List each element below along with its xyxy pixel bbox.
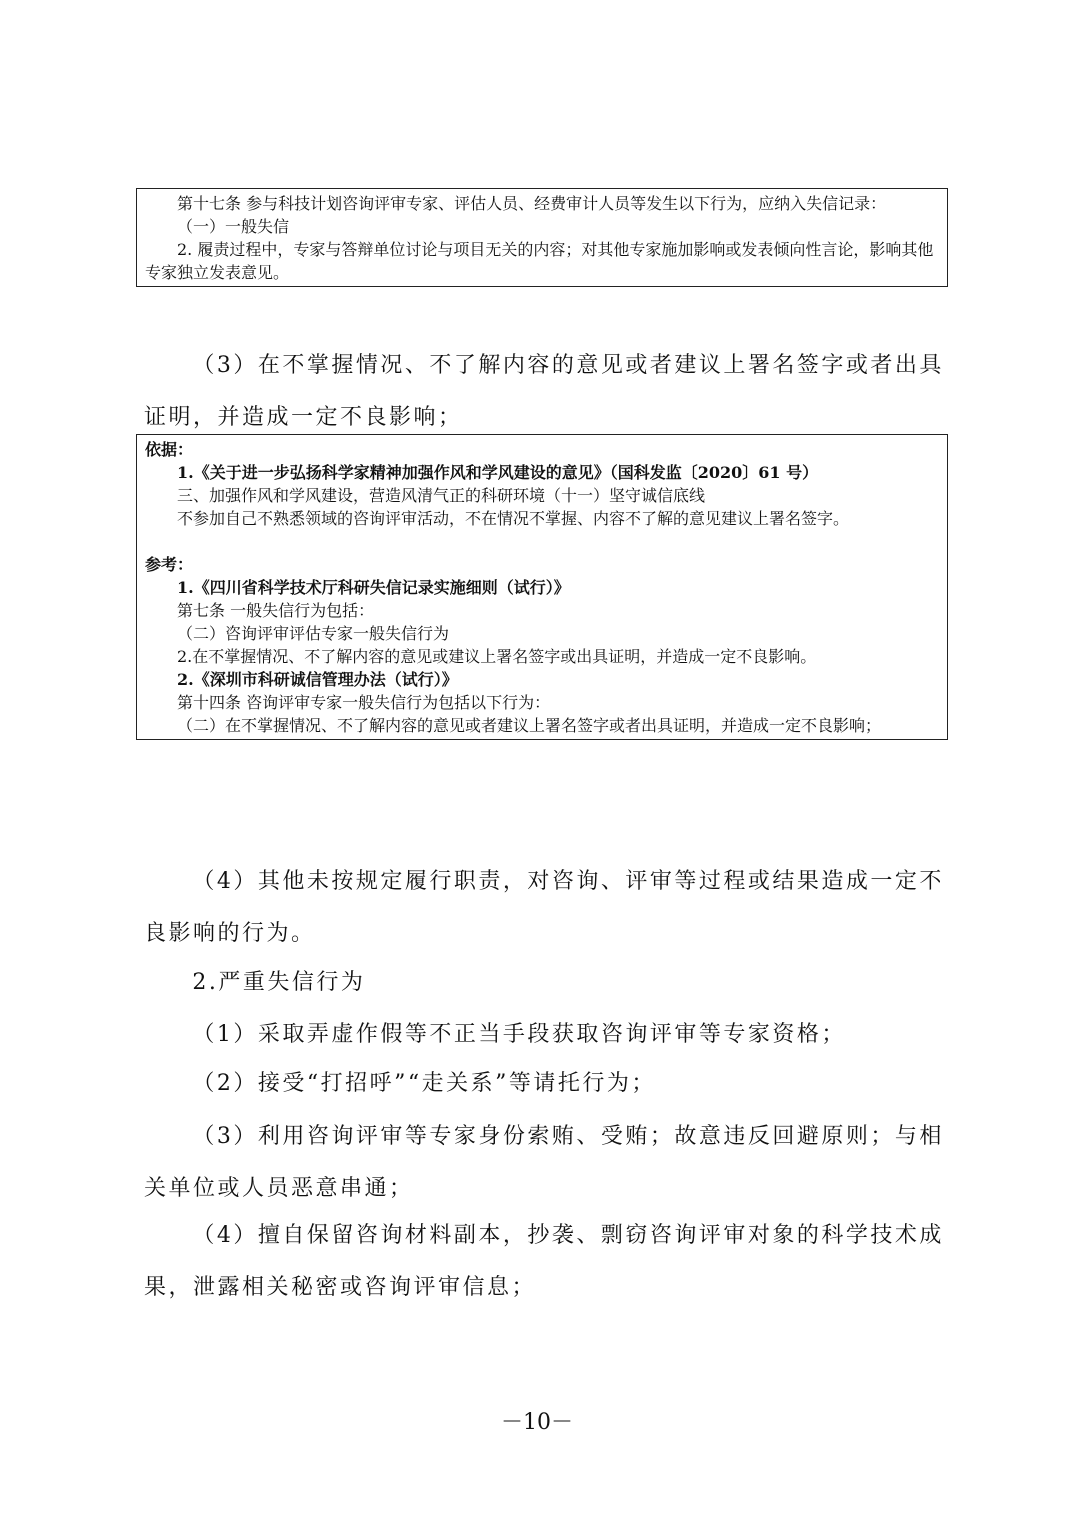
page-number: －10－ [501, 1410, 573, 1435]
reference-article: 第十四条 咨询评审专家一般失信行为包括以下行为： [177, 693, 551, 712]
list-item: （3）利用咨询评审等专家身份索贿、受贿；故意违反回避原则；与相关单位或人员恶意串通； [144, 1124, 944, 1201]
quote-box-basis-reference [136, 434, 948, 740]
body-paragraph: （3）在不掌握情况、不了解内容的意见或者建议上署名签字或者出具证明，并造成一定不良影响； [144, 353, 944, 430]
basis-text: 不参加自己不熟悉领域的咨询评审活动，不在情况不掌握、内容不了解的意见建议上署名签字。 [177, 509, 850, 528]
blank-line [145, 530, 941, 553]
box-line: 第十七条 参与科技计划咨询评审专家、评估人员、经费审计人员等发生以下行为，应纳入失信记录： [177, 194, 887, 213]
box-line: （一）一般失信 [177, 217, 290, 236]
reference-item: （二）咨询评审评估专家一般失信行为 [177, 624, 450, 643]
reference-doc-title: 2.《深圳市科研诚信管理办法（试行）》 [177, 670, 458, 689]
list-item: （4）擅自保留咨询材料副本，抄袭、剽窃咨询评审对象的科学技术成果，泄露相关秘密或咨询评审信息； [144, 1223, 944, 1300]
reference-article: 第七条 一般失信行为包括： [177, 601, 375, 620]
body-paragraph: （4）其他未按规定履行职责，对咨询、评审等过程或结果造成一定不良影响的行为。 [144, 869, 944, 946]
basis-heading: 依据： [145, 440, 194, 459]
reference-doc-title: 1.《四川省科学技术厅科研失信记录实施细则（试行）》 [177, 578, 570, 597]
basis-doc-title: 1.《关于进一步弘扬科学家精神加强作风和学风建设的意见》（国科发监〔2020〕61 号） [177, 463, 819, 482]
reference-text: 2.在不掌握情况、不了解内容的意见或建议上署名签字或出具证明，并造成一定不良影响。 [177, 647, 817, 666]
quote-box-article-17 [136, 188, 948, 287]
list-item: （2）接受“打招呼”“走关系”等请托行为； [192, 1071, 656, 1096]
reference-text: （二）在不掌握情况、不了解内容的意见或者建议上署名签字或者出具证明，并造成一定不良影响； [177, 716, 882, 735]
reference-heading: 参考： [145, 555, 194, 574]
box-line: 2. 履责过程中，专家与答辩单位讨论与项目无关的内容；对其他专家施加影响或发表倾向性言论，影响其他专家独立发表意见。 [145, 240, 934, 282]
section-heading: 2.严重失信行为 [192, 970, 366, 995]
list-item: （1）采取弄虚作假等不正当手段获取咨询评审等专家资格； [192, 1022, 846, 1047]
basis-section: 三、加强作风和学风建设，营造风清气正的科研环境（十一）坚守诚信底线 [177, 486, 706, 505]
